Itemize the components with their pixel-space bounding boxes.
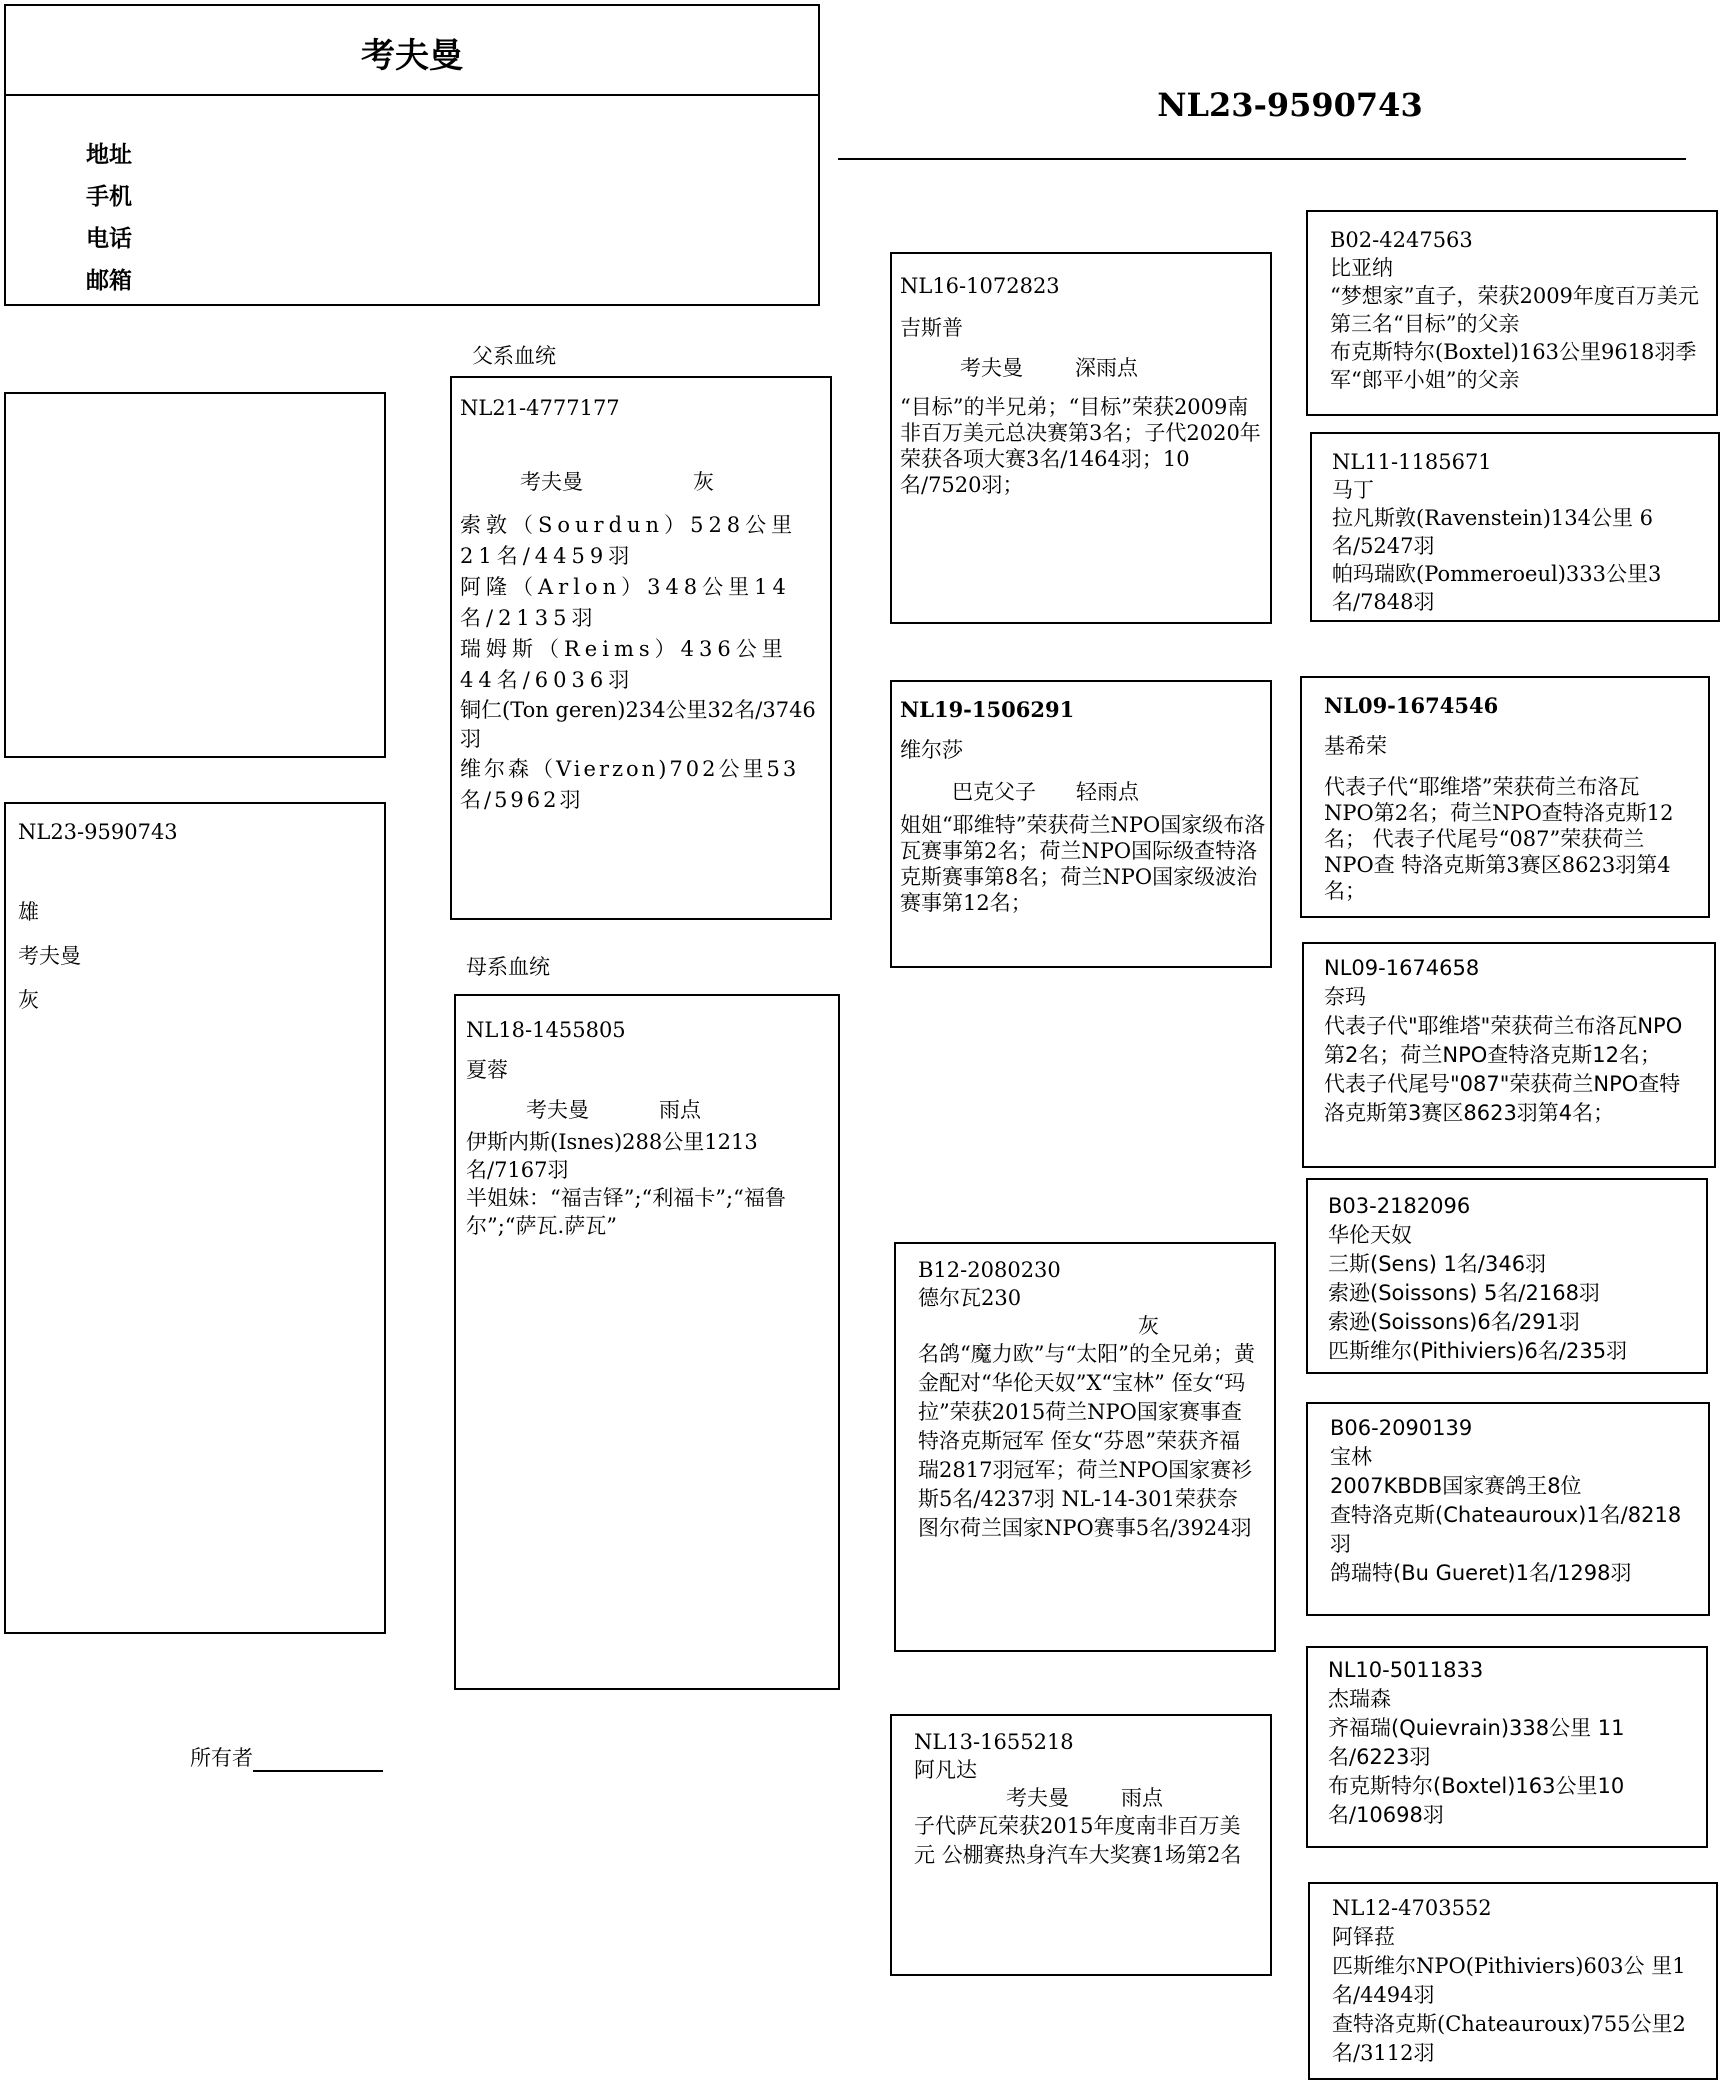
ssd-name: 马丁 [1332, 478, 1374, 502]
dss-result: 索逊(Soissons)6名/291羽 [1328, 1310, 1580, 1334]
dds-result: 布克斯特尔(Boxtel)163公里10 名/10698羽 [1328, 1774, 1625, 1827]
ssd-result: 帕玛瑞欧(Pommeroeul)333公里3 名/7848羽 [1332, 562, 1662, 614]
sire-result: 阿隆（Arlon）348公里14名/2135羽 [460, 575, 791, 630]
mobile-label: 手机 [86, 184, 132, 210]
sd-name: 维尔莎 [900, 738, 963, 762]
dsd-result: 查特洛克斯(Chateauroux)1名/8218羽 [1330, 1503, 1682, 1556]
ddd-ring: NL12-4703552 [1332, 1896, 1492, 1920]
sire-breeder: 考夫曼 [520, 470, 583, 494]
owner-box [4, 4, 820, 306]
sire-result: 铜仁(Ton geren)234公里32名/3746羽 [460, 698, 816, 751]
ds-desc: 名鸽“魔力欧”与“太阳”的全兄弟；黄金配对“华伦天奴”X“宝林” 侄女“玛拉”荣获2015荷兰NPO国家赛事查特洛克斯冠军 侄女“芬恩”荣获齐福瑞2817羽冠军；荷兰NPO国家赛衫斯5名/4237羽 NL-14-301荣获奈图尔荷兰国家NPO赛事5名/3924羽 [918, 1342, 1255, 1540]
sd-ring: NL19-1506291 [900, 697, 1075, 722]
subject-breeder: 考夫曼 [18, 944, 81, 968]
phone-label: 电话 [86, 226, 132, 252]
pedigree-title: NL23-9590743 [1157, 86, 1423, 124]
dds-name: 杰瑞森 [1328, 1687, 1391, 1711]
ddd-result: 查特洛克斯(Chateauroux)755公里2名/3112羽 [1332, 2012, 1686, 2065]
owner-signature-label: 所有者 [190, 1746, 253, 1770]
dd-name: 阿凡达 [914, 1758, 977, 1782]
dss-name: 华伦天奴 [1328, 1223, 1412, 1247]
sire-color: 灰 [693, 470, 714, 494]
sdd-box [1302, 942, 1716, 1168]
sss-name: 比亚纳 [1330, 256, 1393, 280]
dam-dam-box [890, 1714, 1272, 1976]
signature-field[interactable] [253, 1748, 383, 1772]
dam-breeder: 考夫曼 [526, 1098, 589, 1122]
sire-result: 维尔森（Vierzon)702公里53名/5962羽 [460, 757, 800, 812]
sdd-name: 奈玛 [1324, 985, 1366, 1009]
subject-sex: 雄 [18, 900, 39, 924]
dds-ring: NL10-5011833 [1328, 1658, 1484, 1682]
subject-box [4, 802, 386, 1634]
owner-name: 考夫曼 [361, 36, 463, 76]
subject-ring: NL23-9590743 [18, 820, 178, 844]
dam-name: 夏蓉 [466, 1058, 508, 1082]
sd-desc: 姐姐“耶维特”荣获荷兰NPO国家级布洛瓦赛事第2名；荷兰NPO国际级查特洛克斯赛事第8名；荷兰NPO国家级波治赛事第12名； [900, 813, 1266, 915]
sire-sire-box [890, 252, 1272, 624]
ddd-name: 阿铎菈 [1332, 1925, 1395, 1949]
dsd-name: 宝林 [1330, 1445, 1372, 1469]
dd-desc: 子代萨瓦荣获2015年度南非百万美元 公棚赛热身汽车大奖赛1场第2名 [914, 1814, 1242, 1867]
sss-result: “梦想家”直子，荣获2009年度百万美元第三名“目标”的父亲 [1330, 284, 1699, 336]
dss-result: 索逊(Soissons) 5名/2168羽 [1328, 1281, 1600, 1305]
email-label: 邮箱 [86, 268, 132, 294]
ss-desc: “目标”的半兄弟；“目标”荣获2009南非百万美元总决赛第3名；子代2020年荣获各项大赛3名/1464羽；10名/7520羽； [900, 395, 1261, 497]
ssd-ring: NL11-1185671 [1332, 450, 1492, 474]
owner-fields [86, 134, 132, 302]
dsd-result: 鸽瑞特(Bu Gueret)1名/1298羽 [1330, 1561, 1632, 1585]
subject-color: 灰 [18, 988, 39, 1012]
dsd-ring: B06-2090139 [1330, 1416, 1473, 1440]
sdd-result: 代表子代尾号"087"荣获荷兰NPO查特 洛克斯第3赛区8623羽第4名； [1324, 1072, 1681, 1125]
sd-color: 轻雨点 [1076, 780, 1139, 804]
sire-box [450, 376, 832, 920]
title-underline [838, 158, 1686, 160]
ss-color: 深雨点 [1075, 356, 1138, 380]
dam-result: 半姐妹：“福吉铎”;“利福卡”;“福鲁尔”;“萨瓦.萨瓦” [466, 1186, 786, 1238]
dss-box [1306, 1178, 1708, 1374]
ddd-result: 匹斯维尔NPO(Pithiviers)603公 里1名/4494羽 [1332, 1954, 1686, 2007]
dam-box [454, 994, 840, 1690]
ds-name: 德尔瓦230 [918, 1286, 1022, 1310]
dd-ring: NL13-1655218 [914, 1730, 1074, 1754]
dss-ring: B03-2182096 [1328, 1194, 1471, 1218]
sds-name: 基希荣 [1324, 734, 1387, 758]
ssd-result: 拉凡斯敦(Ravenstein)134公里 6名/5247羽 [1332, 506, 1654, 558]
address-label: 地址 [86, 142, 132, 168]
dam-sire-box [894, 1242, 1276, 1652]
signature-line [190, 1744, 383, 1772]
sire-result: 瑞姆斯（Reims）436公里44名/6036羽 [460, 637, 788, 692]
sd-breeder: 巴克父子 [952, 780, 1036, 804]
dds-box [1306, 1646, 1708, 1848]
owner-divider [6, 94, 818, 96]
dam-color: 雨点 [659, 1098, 701, 1122]
ss-breeder: 考夫曼 [960, 356, 1023, 380]
sdd-ring: NL09-1674658 [1324, 956, 1480, 980]
ds-color: 灰 [1138, 1314, 1159, 1338]
dd-breeder: 考夫曼 [1006, 1786, 1069, 1810]
maternal-label: 母系血统 [466, 955, 550, 979]
dds-result: 齐福瑞(Quievrain)338公里 11名/6223羽 [1328, 1716, 1625, 1769]
ss-name: 吉斯普 [900, 316, 963, 340]
dd-color: 雨点 [1121, 1786, 1163, 1810]
dam-result: 伊斯内斯(Isnes)288公里1213名/7167羽 [466, 1130, 758, 1182]
ddd-box [1308, 1882, 1718, 2080]
sds-ring: NL09-1674546 [1324, 693, 1499, 718]
ds-ring: B12-2080230 [918, 1258, 1061, 1282]
sire-dam-box [890, 680, 1272, 968]
sss-box [1306, 210, 1718, 416]
ss-ring: NL16-1072823 [900, 274, 1060, 298]
sire-result: 索敦（Sourdun）528公里21名/4459羽 [460, 513, 798, 568]
dam-ring: NL18-1455805 [466, 1018, 626, 1042]
sss-result: 布克斯特尔(Boxtel)163公里9618羽季军“郎平小姐”的父亲 [1330, 340, 1697, 392]
sdd-result: 代表子代"耶维塔"荣获荷兰布洛瓦NPO 第2名；荷兰NPO查特洛克斯12名； [1324, 1014, 1683, 1067]
dss-result: 匹斯维尔(Pithiviers)6名/235羽 [1328, 1339, 1628, 1363]
sds-box [1300, 676, 1710, 918]
dsd-result: 2007KBDB国家赛鸽王8位 [1330, 1474, 1582, 1498]
dsd-box [1306, 1402, 1710, 1616]
photo-box [4, 392, 386, 758]
sire-ring: NL21-4777177 [460, 396, 620, 420]
sds-result: 代表子代“耶维塔”荣获荷兰布洛瓦 NPO第2名；荷兰NPO查特洛克斯12名； 代表子代尾号“087”荣获荷兰NPO查 特洛克斯第3赛区8623羽第4名； [1324, 775, 1674, 903]
dss-result: 三斯(Sens) 1名/346羽 [1328, 1252, 1547, 1276]
paternal-label: 父系血统 [472, 344, 556, 368]
sss-ring: B02-4247563 [1330, 228, 1473, 252]
ssd-box [1310, 432, 1720, 622]
